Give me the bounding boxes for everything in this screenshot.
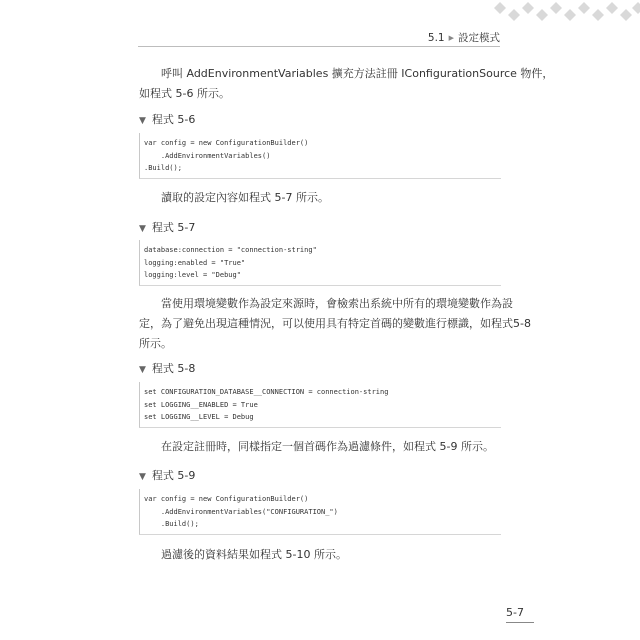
header-rule: [138, 46, 500, 47]
listing-title: ▼ 程式 5-9: [139, 469, 196, 482]
listing-triangle-icon: ▼: [139, 472, 146, 482]
listing-title: ▼ 程式 5-8: [139, 362, 196, 375]
section-number: 5.1: [427, 32, 445, 44]
paragraph: 在設定註冊時，同樣指定一個首碼作為過濾條件，如程式 5-9 所示。: [161, 440, 494, 453]
triangle-icon: ▶: [448, 34, 454, 42]
page-number: 5-7: [506, 606, 524, 619]
paragraph: 呼叫 AddEnvironmentVariables 擴充方法註冊 IConfigurationSource 物件， 如程式 5-6 所示。: [139, 67, 554, 100]
paragraph: 當使用環境變數作為設定來源時，會檢索出系統中所有的環境變數作為設 定，為了避免出現這種情況，可以使用具有特定首碼的變數進行標識，如程式5-8 所示。: [139, 297, 531, 350]
listing-triangle-icon: ▼: [139, 224, 146, 234]
page-number-rule: [506, 622, 534, 623]
listing-triangle-icon: ▼: [139, 116, 146, 126]
code-block: var config = new ConfigurationBuilder() .AddEnvironmentVariables() .Build();: [139, 133, 501, 179]
running-header: [428, 30, 500, 45]
listing-title: ▼ 程式 5-7: [139, 221, 196, 234]
listing-title: ▼ 程式 5-6: [139, 113, 196, 126]
listing-triangle-icon: ▼: [139, 365, 146, 375]
code-block: var config = new ConfigurationBuilder() .AddEnvironmentVariables("CONFIGURATION_") .Build();: [139, 489, 501, 535]
code-block: set CONFIGURATION_DATABASE__CONNECTION = connection-string set LOGGING__ENABLED = True set LOGGING__LEVEL = Debug: [139, 382, 501, 428]
code-block: database:connection = "connection-string" logging:enabled = "True" logging:level = "Debug": [139, 240, 501, 286]
paragraph: 過濾後的資料結果如程式 5-10 所示。: [161, 548, 347, 561]
decorative-pattern: [490, 0, 640, 26]
paragraph: 讀取的設定內容如程式 5-7 所示。: [161, 191, 329, 204]
chapter-title: 設定模式: [458, 32, 500, 44]
